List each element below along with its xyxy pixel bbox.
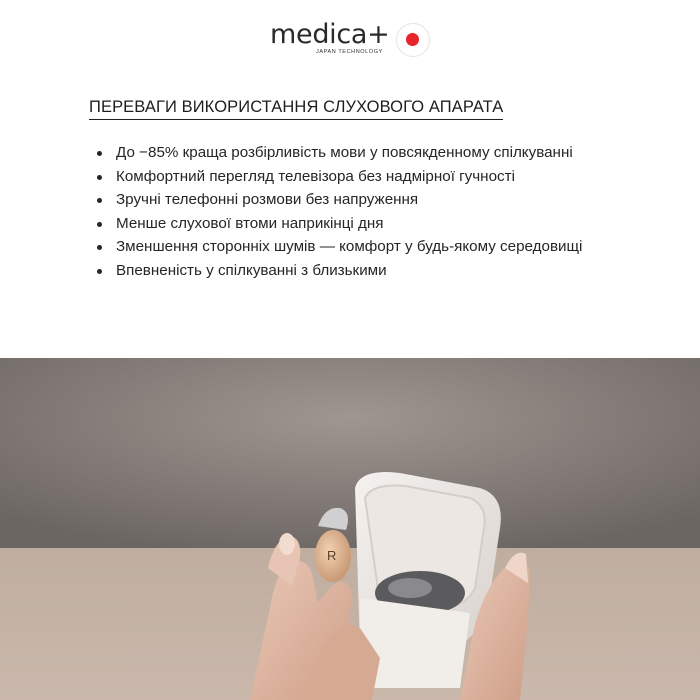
brand-logo [0, 20, 700, 60]
benefit-item: До −85% краща розбірливість мови у повсякденному спілкуванні [95, 141, 635, 165]
benefit-item: Комфортний перегляд телевізора без надмірної гучності [95, 165, 635, 189]
benefit-item: Зручні телефонні розмови без напруження [95, 188, 635, 212]
product-photo [0, 358, 700, 700]
section-heading: ПЕРЕВАГИ ВИКОРИСТАННЯ СЛУХОВОГО АПАРАТА [89, 98, 503, 120]
device-marking: R [327, 548, 337, 563]
brand-tagline: JAPAN TECHNOLOGY [316, 49, 383, 55]
benefit-item: Менше слухової втоми наприкінці дня [95, 212, 635, 236]
benefit-item: Впевненість у спілкуванні з близькими [95, 259, 635, 283]
benefits-list [95, 141, 635, 282]
benefit-item: Зменшення сторонніх шумів — комфорт у будь-якому середовищі [95, 235, 635, 259]
red-dot-icon [406, 33, 419, 46]
brand-circle-icon [396, 23, 430, 57]
brand-name: medica+ [270, 19, 390, 50]
